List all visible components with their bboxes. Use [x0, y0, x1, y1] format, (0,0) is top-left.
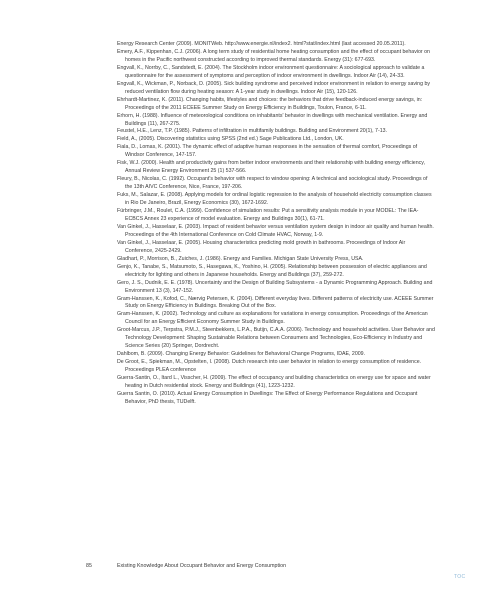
page-footer: [86, 563, 286, 569]
reference-entry: Genjo, K., Tanabe, S., Matsumoto, S., Hasegawa, K., Yoshino, H. (2005). Relationship between possession of electric appliances and electricity for lighting and others in Japanese households. Energy and Buildings (37), 259-272.: [117, 263, 427, 278]
reference-entry: Van Ginkel, J., Hasselaar, E. (2003). Impact of resident behavior versus ventilation system design in indoor air quality and human health. Proceedings of the 4th International Conference on Cold Climate HVAC, Norway, 1-9.: [117, 223, 434, 238]
reference-entry: Groot-Marcus, J.P., Terpstra, P.M.J., Steenbekkers, L.P.A., Butijn, C.A.A. (2006). Technology and household activities. User Behavior and Technology Development: Shaping Sustainable Relations between Consumers and Technologies, Eco-Efficiency in Industry and Science Series (20) Springer, Dordrecht.: [117, 327, 435, 350]
reference-entry: Feustel, H.E., Lenz, T.P. (1985). Patterns of infiltration in multifamily buildings. Building and Environment 20(1), 7-13.: [117, 128, 388, 135]
reference-entry: Gram-Hanssen, K. (2002). Technology and culture as explanations for variations in energy consumption. Proceedings of the American Council for an Energy Efficient Economy Summer Study in Buildings.: [117, 311, 428, 326]
reference-entry: Gladhart, P., Morrison, B., Zuiches, J. (1986). Energy and Families. Michigan State University Press, USA.: [117, 255, 364, 262]
reference-entry: Engvall, K., Norrby, C., Sandstedt, E. (2004). The Stockholm indoor environment questionnaire: A sociological approach to validate a questionnaire for the assessment of symptoms and perception of indoor environment in dwellings. Indoor Air (14), 24-33.: [117, 64, 425, 79]
reference-entry: Fuks, M., Salazar, E. (2008). Applying models for ordinal logistic regression to the analysis of household electricity consumption classes in Rio De Janeiro, Brazil, Energy Economics (30), 1672-1692.: [117, 192, 432, 207]
reference-entry: Engvall, K., Wickman, P., Norback, D. (2005). Sick building syndrome and perceived indoor environment in relation to energy saving by reduced ventilation flow during heating season: A 1-year study in dwellings. Indoor Air (15), 120-126.: [117, 80, 431, 95]
reference-entry: Gero, J. S., Dudnik, E. E. (1978). Uncertainty and the Design of Building Subsystems - a Dynamic Programming Approach. Building and Environment 13 (3), 147-152.: [117, 279, 433, 294]
reference-entry: Guerra-Santin, O., Itard L., Visscher, H. (2009). The effect of occupancy and building characteristics on energy use for space and water heating in Dutch residential stock. Energy and Buildings (41), 1223-1232.: [117, 375, 431, 389]
running-title: Existing Knowledge About Occupant Behavior and Energy Consumption: [117, 563, 287, 569]
reference-entry: Fisk, W.J. (2000). Health and productivity gains from better indoor environments and their relationship with building energy efficiency, Annual Review Energy Environment 25 (1) 537-566.: [117, 160, 425, 175]
reference-entry: De Groot, E., Spiekman, M., Opstelten, I. (2008). Dutch research into user behavior in relation to energy consumption of residence. Proceedings PLEA conference: [117, 359, 422, 374]
reference-entry: Emery, A.F., Kippenhan, C.J. (2006). A long term study of residential home heating consumption and the effect of occupant behavior on homes in the Pacific northwest constructed according to improved thermal standards. Energy (31): 677-693.: [117, 48, 430, 63]
reference-entry: Fürbringer, J.M., Roulet, C.A. (1999). Confidence of simulation results: Put a sensitivity analysis module in your MODEL: The IEA-ECBCS Annex 23 experience of model evaluation. Energy and Buildings 30(1), 61-71.: [117, 208, 419, 222]
reference-list: [117, 41, 435, 407]
reference-entry: Energy Research Center (2009). MONITWeb. http://www.energie.nl/index2. html?stat/index.html (last accessed 20.05.2011).: [117, 41, 406, 47]
reference-entry: Erhorn, H. (1988). Influence of meteorological conditions on inhabitants' behavior in dwellings with mechanical ventilation. Energy and Buildings (11), 267-275.: [117, 112, 428, 127]
reference-entry: Dahlbom, B. (2009). Changing Energy Behavior: Guidelines for Behavioral Change Programs, IDAE, 2009.: [117, 351, 366, 358]
toc-link[interactable]: TOC: [454, 574, 466, 580]
reference-entry: Gram-Hanssen, K., Kofod, C., Nærvig Petersen, K. (2004). Different everyday lives. Different patterns of electricity use. ACEEE Summer Study on Energy Efficiency in Buildings. Breaking Out of the Box.: [117, 295, 434, 310]
reference-entry: Fiala, D., Lomas, K. (2001). The dynamic effect of adaptive human responses in the sensation of thermal comfort, Proceedings of Windsor Conference, 147-157.: [117, 144, 418, 159]
reference-entry: Fleury, B., Nicolas, C. (1992). Occupant's behavior with respect to window opening: A technical and sociological study. Proceedings of the 13th AIVC Conference, Nice, France, 197-206.: [117, 176, 428, 191]
reference-entry: Field, A., (2005). Discovering statistics using SPSS (2nd ed.) Sage Publications Ltd., London, UK.: [117, 136, 344, 143]
reference-entry: Ehrhardt-Martinez, K. (2011). Changing habits, lifestyles and choices: the behaviors that drive feedback-induced energy savings, in: Proceedings of the 2011 ECEEE Summer Study on Energy Efficiency in Buildings, Toulon, France, 6-11.: [117, 96, 423, 111]
page-number: 85: [86, 563, 92, 569]
reference-entry: Van Ginkel, J., Hasselaar, E. (2005). Housing characteristics predicting mold growth in bathrooms. Proceedings of Indoor Air Conference, 2425-2429.: [117, 239, 406, 254]
reference-entry: Guerra Santin, O. (2010). Actual Energy Consumption in Dwellings: The Effect of Energy Performance Regulations and Occupant Behavior, PhD thesis, TUDelft.: [117, 390, 418, 405]
